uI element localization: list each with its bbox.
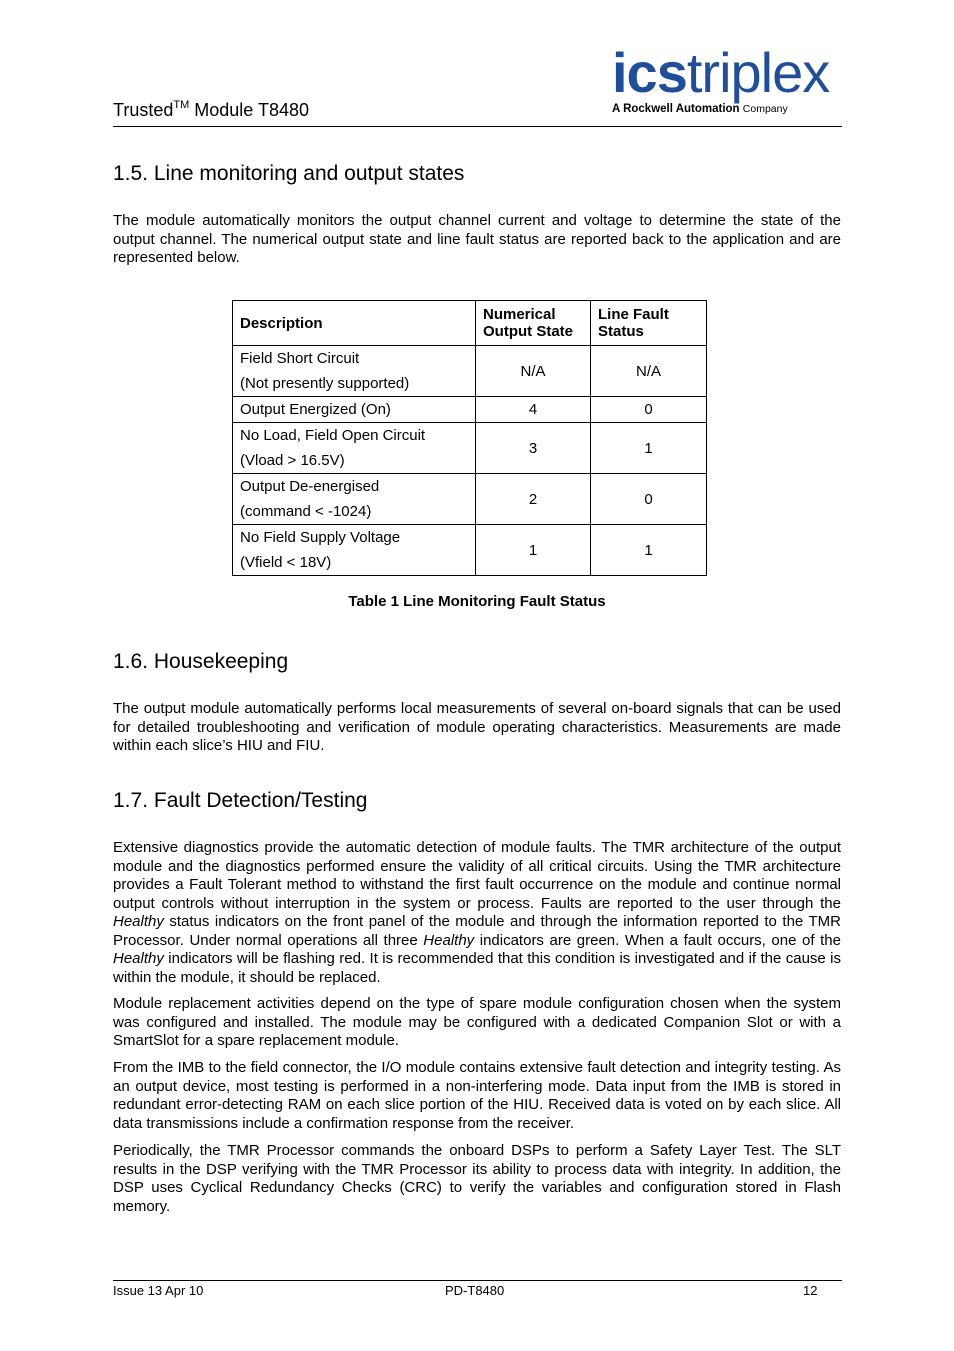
row-fault-status: 1 bbox=[591, 525, 707, 576]
row-description bbox=[233, 346, 476, 397]
description-line: No Load, Field Open Circuit bbox=[240, 427, 426, 444]
footer-page-number: 12 bbox=[803, 1283, 818, 1298]
row-output-state: 3 bbox=[476, 423, 591, 474]
section-heading-1-6: 1.6. Housekeeping bbox=[113, 650, 289, 673]
fault-status-table-wrapper bbox=[232, 300, 707, 576]
description-line: (Vfield < 18V) bbox=[240, 554, 332, 571]
logo-wordmark bbox=[612, 41, 844, 104]
table-row bbox=[233, 397, 707, 423]
footer-document-id: PD-T8480 bbox=[445, 1283, 505, 1298]
section-1-7-paragraph-3: From the IMB to the field connector, the I/O module contains extensive fault detection and integrity testing. As an output device, most testing is performed in a non-interfering mode. Data input from the IMB is stored in redundant error-detecting RAM on each slice portion of the HIU. Received data is voted on by each slice. All data transmissions include a confirmation response from the receiver. bbox=[113, 1059, 841, 1132]
table-row bbox=[233, 525, 707, 576]
p1-text-d: indicators will be flashing red. It is recommended that this condition is investigated and if the cause is within the module, it should be replaced. bbox=[113, 950, 841, 986]
line-monitoring-table bbox=[232, 300, 707, 576]
row-output-state: 2 bbox=[476, 474, 591, 525]
row-output-state: 4 bbox=[476, 397, 591, 423]
row-description bbox=[233, 474, 476, 525]
trademark-mark: TM bbox=[173, 99, 190, 111]
logo-triplex: triplex bbox=[686, 41, 830, 104]
healthy-emphasis: Healthy bbox=[113, 913, 164, 930]
description-line: (Not presently supported) bbox=[240, 375, 410, 392]
healthy-emphasis: Healthy bbox=[113, 950, 164, 967]
row-fault-status: N/A bbox=[591, 346, 707, 397]
description-line: Output De-energised bbox=[240, 478, 380, 495]
description-line: Output Energized (On) bbox=[240, 401, 391, 418]
row-fault-status: 1 bbox=[591, 423, 707, 474]
description-line: No Field Supply Voltage bbox=[240, 529, 401, 546]
logo-tagline bbox=[612, 103, 844, 115]
row-output-state: 1 bbox=[476, 525, 591, 576]
ics-triplex-logo bbox=[612, 41, 844, 115]
row-fault-status: 0 bbox=[591, 397, 707, 423]
p1-text-c: indicators are green. When a fault occurs, one of the bbox=[474, 931, 841, 949]
header-numerical-output-state: Numerical Output State bbox=[476, 301, 591, 346]
header-line-fault-status: Line Fault Status bbox=[591, 301, 707, 346]
row-fault-status: 0 bbox=[591, 474, 707, 525]
section-1-5-paragraph: The module automatically monitors the output channel current and voltage to determine the state of the output channel. The numerical output state and line fault status are reported back to the application and are represented below. bbox=[113, 212, 841, 266]
document-title bbox=[113, 99, 309, 121]
healthy-emphasis: Healthy bbox=[423, 931, 475, 949]
section-1-7-paragraph-4: Periodically, the TMR Processor commands the onboard DSPs to perform a Safety Layer Test. The SLT results in the DSP verifying with the TMR Processor its ability to process data with integrity. In addition, the DSP uses Cyclical Redundancy Checks (CRC) to verify the variables and configuration stored in Flash memory. bbox=[113, 1142, 841, 1215]
table-row bbox=[233, 346, 707, 397]
p1-text-a: Extensive diagnostics provide the automatic detection of module faults. The TMR architecture of the output module and the diagnostics performed ensure the validity of all critical circuits. Using the TMR architecture provides a Fault Tolerant method to withstand the first fault occurrence on the module and continue normal output controls without interruption in the system or process. Faults are reported to the user through the bbox=[113, 839, 841, 912]
section-heading-1-5: 1.5. Line monitoring and output states bbox=[113, 162, 465, 185]
table-header-row bbox=[233, 301, 707, 346]
title-prefix: Trusted bbox=[113, 100, 174, 120]
logo-tagline-main: A Rockwell Automation bbox=[612, 103, 740, 115]
title-suffix: Module T8480 bbox=[189, 100, 310, 120]
description-line: Field Short Circuit bbox=[240, 350, 360, 367]
description-line: (command < -1024) bbox=[240, 503, 372, 520]
row-description bbox=[233, 525, 476, 576]
logo-ics: ics bbox=[612, 41, 687, 104]
row-description bbox=[233, 397, 476, 423]
header-description: Description bbox=[233, 301, 476, 346]
footer-divider bbox=[113, 1280, 842, 1281]
header-divider bbox=[113, 126, 842, 127]
table-row bbox=[233, 474, 707, 525]
table-caption: Table 1 Line Monitoring Fault Status bbox=[348, 593, 606, 610]
footer-issue: Issue 13 Apr 10 bbox=[113, 1283, 204, 1298]
p1-text-b: status indicators on the front panel of the module and through the information reported to the TMR Processor. Under normal operations all three bbox=[113, 913, 841, 949]
description-line: (Vload > 16.5V) bbox=[240, 452, 345, 469]
section-1-7-paragraph-1 bbox=[113, 839, 841, 987]
logo-tagline-company: Company bbox=[742, 103, 788, 115]
row-output-state: N/A bbox=[476, 346, 591, 397]
section-heading-1-7: 1.7. Fault Detection/Testing bbox=[113, 789, 368, 812]
section-1-7-paragraph-2: Module replacement activities depend on the type of spare module configuration chosen when the system was configured and installed. The module may be configured with a dedicated Companion Slot or with a SmartSlot for a spare replacement module. bbox=[113, 995, 841, 1049]
table-row bbox=[233, 423, 707, 474]
row-description bbox=[233, 423, 476, 474]
section-1-6-paragraph: The output module automatically performs local measurements of several on-board signals that can be used for detailed troubleshooting and verification of module operating characteristics. Measurements are made within each slice’s HIU and FIU. bbox=[113, 700, 841, 754]
